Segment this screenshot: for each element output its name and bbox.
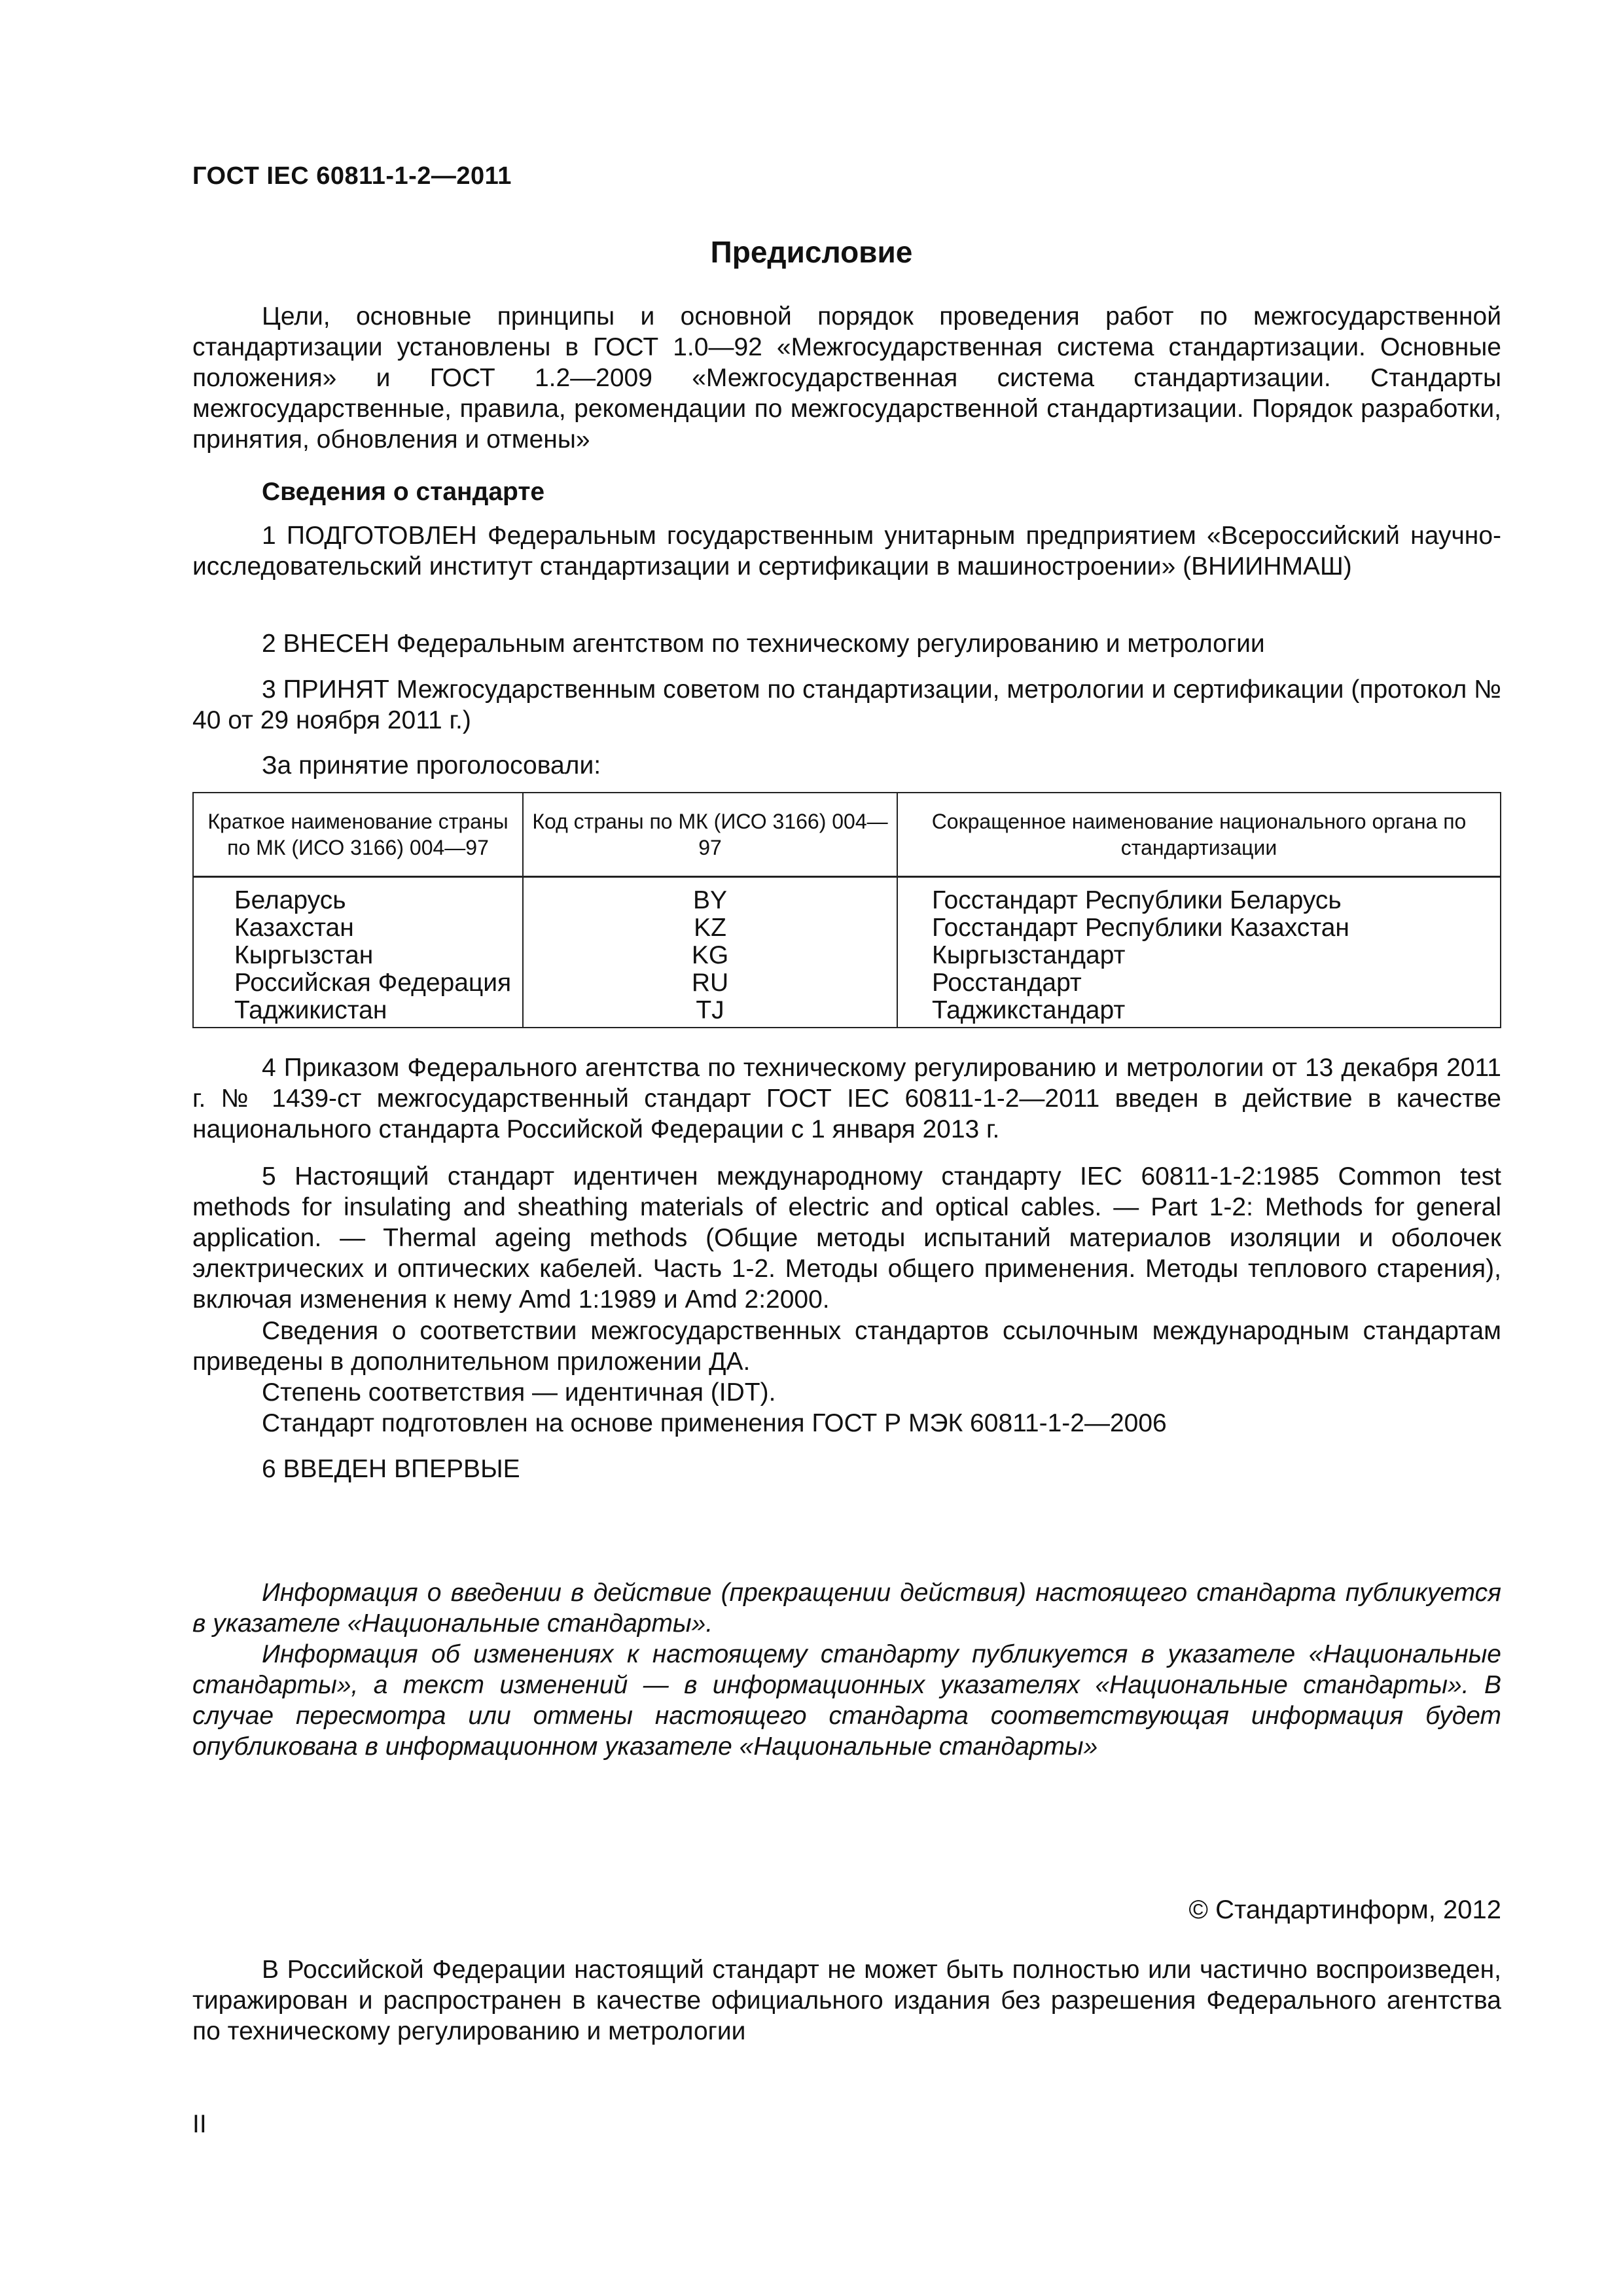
table-header-row [193,793,1501,877]
item-4-order: 4 Приказом Федерального агентства по техническому регулированию и метрологии от 13 декабря 2011 г. № 1439-ст межгосударственный стандарт ГОСТ IEC 60811-1-2—2011 введен в действие в качестве национального стандарта Российской Федерации с 1 января 2013 г. [192,1054,1501,1143]
national-body: Таджикстандарт [897,997,1501,1028]
item-5-references: Сведения о соответствии межгосударственных стандартов ссылочным международным стандартам приведены в дополнительном приложении ДА. [192,1317,1501,1376]
item-5-identical: 5 Настоящий стандарт идентичен международному стандарту IEC 60811-1-2:1985 Common test methods for insulating and sheathing materials of electric and optical cables. — Part 1-2: Methods for general application. — Thermal ageing methods (Общие методы испытаний материалов изоляции и оболочек электрических и оптических кабелей. Часть 1-2. Методы общего применения. Методы теплового старения), включая изменения к нему Amd 1:1989 и Amd 2:2000. [192,1162,1501,1314]
country-name: Беларусь [193,877,523,915]
header-country-name: Краткое наименование страны по МК (ИСО 3166) 004—97 [193,793,523,877]
table-row [193,877,1501,915]
national-body: Росстандарт [897,969,1501,997]
standard-code-header: ГОСТ IEC 60811-1-2—2011 [192,162,512,190]
item-5-degree: Степень соответствия — идентичная (IDT). [262,1378,776,1407]
item-5-basis: Стандарт подготовлен на основе применения ГОСТ Р МЭК 60811-1-2—2006 [262,1409,1167,1437]
header-country-code: Код страны по МК (ИСО 3166) 004—97 [523,793,897,877]
table-row [193,914,1501,942]
country-name: Таджикистан [193,997,523,1028]
item-6-introduced: 6 ВВЕДЕН ВПЕРВЫЕ [262,1455,520,1483]
rights-notice: В Российской Федерации настоящий стандарт не может быть полностью или частично воспроизведен, тиражирован и распространен в качестве официального издания без разрешения Федерального агентства по техническому регулированию и метрологии [192,1956,1501,2045]
country-code: KZ [523,914,897,942]
page-title: Предисловие [710,235,913,269]
national-body: Госстандарт Республики Беларусь [897,877,1501,915]
notice-changes: Информация об изменениях к настоящему стандарту публикуется в указателе «Национальные стандарты», а текст изменений — в информационных указателях «Национальные стандарты». В случае пересмотра или отмены настоящего стандарта соответствующая информация будет опубликована в информационном указателе «Национальные стандарты» [192,1640,1501,1761]
item-3-adopted: 3 ПРИНЯТ Межгосударственным советом по стандартизации, метрологии и сертификации (протокол № 40 от 29 ноября 2011 г.) [192,675,1501,734]
national-body: Кыргызстандарт [897,942,1501,969]
national-body: Госстандарт Республики Казахстан [897,914,1501,942]
item-2-submitted: 2 ВНЕСЕН Федеральным агентством по техническому регулированию и метрологии [262,630,1265,658]
country-code: BY [523,877,897,915]
notice-introduction: Информация о введении в действие (прекращении действия) настоящего стандарта публикуется в указателе «Национальные стандарты». [192,1579,1501,1638]
header-national-body: Сокращенное наименование национального органа по стандартизации [897,793,1501,877]
voted-label: За принятие проголосовали: [262,751,601,780]
country-code: KG [523,942,897,969]
table-row [193,997,1501,1028]
table-row [193,942,1501,969]
info-heading: Сведения о стандарте [262,478,545,506]
country-code: TJ [523,997,897,1028]
copyright-line: © Стандартинформ, 2012 [1188,1895,1501,1924]
country-code: RU [523,969,897,997]
voting-table [192,792,1501,1028]
page-number: II [192,2110,207,2138]
country-name: Казахстан [193,914,523,942]
country-name: Кыргызстан [193,942,523,969]
item-1-prepared: 1 ПОДГОТОВЛЕН Федеральным государственным унитарным предприятием «Всероссийский научно-исследовательский институт стандартизации и сертификации в машиностроении» (ВНИИНМАШ) [192,522,1501,581]
intro-paragraph: Цели, основные принципы и основной порядок проведения работ по межгосударственной стандартизации установлены в ГОСТ 1.0—92 «Межгосударственная система стандартизации. Основные положения» и ГОСТ 1.2—2009 «Межгосударственная система стандартизации. Стандарты межгосударственные, правила, рекомендации по межгосударственной стандартизации. Порядок разработки, принятия, обновления и отмены» [192,302,1501,454]
table-row [193,969,1501,997]
country-name: Российская Федерация [193,969,523,997]
